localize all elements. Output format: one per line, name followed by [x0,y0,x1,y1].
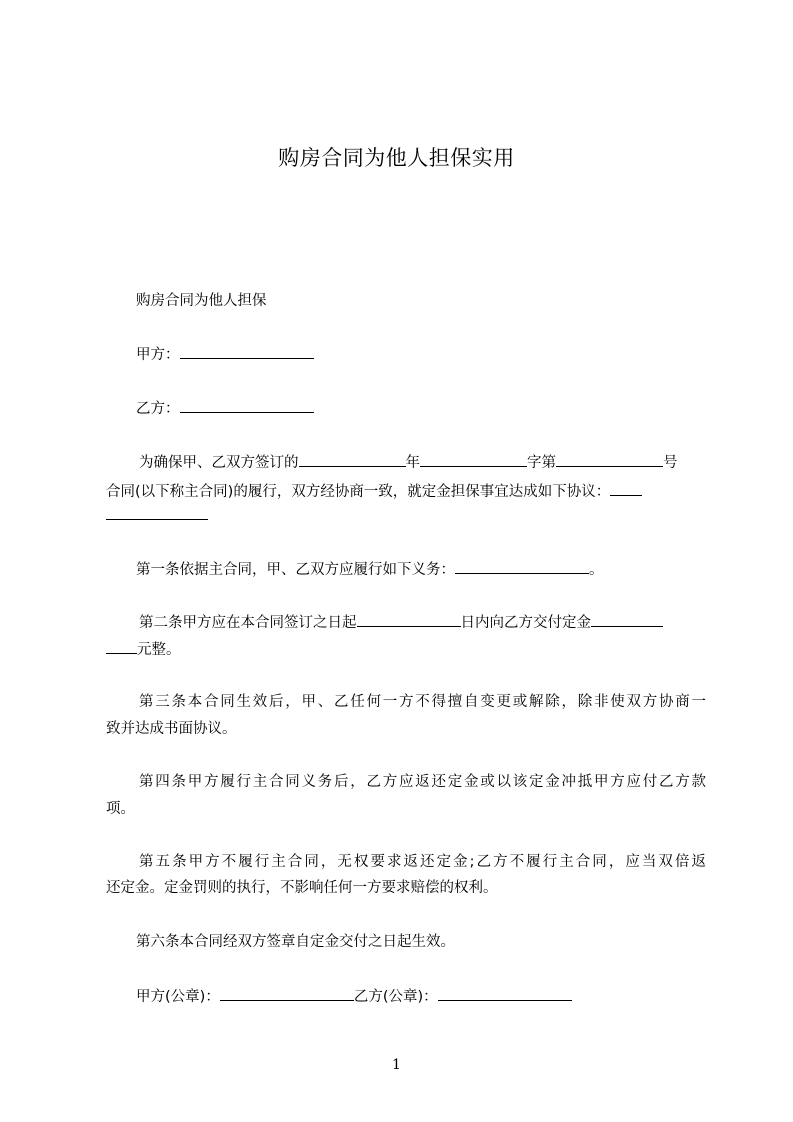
article-2-blank-1 [357,612,461,627]
party-b-blank [180,398,314,413]
intro-line-2 [106,481,706,502]
intro-line-1 [139,452,739,473]
document-title: 购房合同为他人担保实用 [278,146,515,170]
party-a-blank [180,344,314,359]
article-1-blank [455,559,589,574]
intro-blank-2 [420,452,527,467]
article-4-line-1: 第四条甲方履行主合同义务后，乙方应返还定金或以该定金冲抵甲方应付乙方款 [139,774,706,790]
intro-part-3: 字第 [527,455,556,471]
party-a-label: 甲方： [136,347,180,363]
party-b-seal-blank [438,986,572,1001]
article-2-text: 第二条甲方应在本合同签订之日起 [139,615,357,631]
party-a-seal-label: 甲方(公章)： [136,989,220,1005]
article-5-line-2: 还定金。定金罚则的执行，不影响任何一方要求赔偿的权利。 [106,880,498,896]
article-2-end: 元整。 [137,642,181,658]
article-2-mid: 日内向乙方交付定金 [460,615,591,631]
article-2-blank-3 [106,639,137,654]
intro-blank-3 [556,452,663,467]
article-6: 第六条本合同经双方签章自定金交付之日起生效。 [136,934,455,950]
party-b-seal-label: 乙方(公章)： [353,989,438,1005]
document-subtitle: 购房合同为他人担保 [136,293,267,309]
article-1-text: 第一条依据主合同，甲、乙双方应履行如下义务： [136,562,455,578]
intro-blank-4 [610,481,642,496]
article-1-end: 。 [589,562,604,578]
article-3-line-1: 第三条本合同生效后，甲、乙任何一方不得擅自变更或解除，除非使双方协商一 [139,694,706,710]
party-a-seal-blank [220,986,354,1001]
page-number: 1 [392,1057,401,1073]
intro-part-5: 合同(以下称主合同)的履行，双方经协商一致，就定金担保事宜达成如下协议： [106,484,611,500]
article-3-line-2: 致并达成书面协议。 [106,721,237,737]
article-5-line-1: 第五条甲方不履行主合同，无权要求返还定金;乙方不履行主合同，应当双倍返 [139,854,706,870]
party-a-line [136,344,736,365]
article-2-line-2 [106,639,706,660]
article-1 [136,559,736,580]
intro-part-4: 号 [663,455,678,471]
article-4-line-2: 项。 [106,801,135,817]
party-b-line [136,398,736,419]
intro-part-1: 为确保甲、乙双方签订的 [139,455,299,471]
intro-part-2: 年 [405,455,420,471]
intro-line-3 [106,505,706,526]
article-2-blank-2 [591,612,663,627]
intro-blank-1 [299,452,406,467]
signature-line [136,986,736,1007]
party-b-label: 乙方： [136,401,180,417]
article-2-line-1 [139,612,739,633]
intro-blank-5 [106,505,208,520]
